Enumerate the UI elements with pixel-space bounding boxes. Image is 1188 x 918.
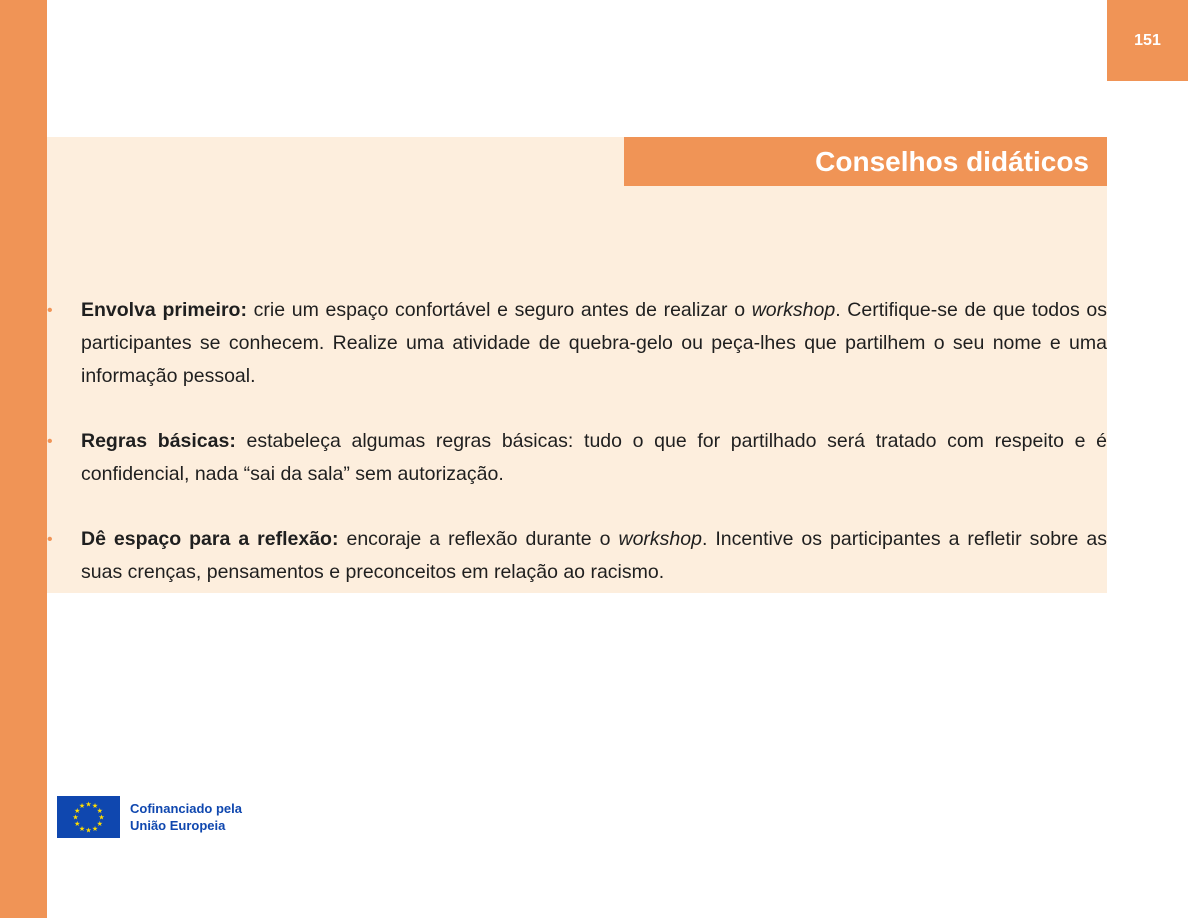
eu-star-icon: ★ (74, 821, 81, 828)
page-number: 151 (1134, 31, 1161, 49)
bullet-text: . Certifique-se de que todos os participantes se conhecem. Realize uma atividade de quebra-gelo ou peça-lhes que partilhem o seu nome e uma informação pessoal. (81, 299, 1108, 387)
eu-star-icon: ★ (78, 825, 86, 833)
bullet-marker: • (47, 302, 53, 319)
left-accent-bar (0, 0, 47, 918)
eu-line-1: Cofinanciado pela (130, 801, 242, 816)
section-title: Conselhos didáticos (815, 145, 1089, 177)
eu-star-icon: ★ (85, 827, 92, 835)
list-item (47, 523, 1107, 589)
bullet-emphasis: workshop (618, 528, 702, 550)
eu-star-icon: ★ (96, 808, 103, 815)
eu-cofunding-text (130, 800, 242, 834)
eu-star-icon: ★ (74, 808, 81, 815)
eu-cofunding-logo (57, 796, 257, 838)
eu-star-icon: ★ (85, 801, 92, 809)
bullet-text: encoraje a reflexão durante o (338, 528, 619, 550)
bullet-text: . Incentive os participantes a refletir sobre as suas crenças, pensamentos e preconceitos em relação ao racismo. (81, 528, 1107, 583)
eu-star-icon: ★ (91, 803, 99, 811)
eu-star-icon: ★ (91, 825, 99, 833)
bullet-heading: Dê espaço para a reflexão: (81, 528, 339, 550)
eu-flag-icon (57, 796, 120, 838)
bullet-text: crie um espaço confortável e seguro antes de realizar o (246, 299, 752, 321)
eu-star-icon: ★ (78, 803, 86, 811)
eu-star-icon: ★ (72, 814, 79, 822)
eu-star-icon: ★ (98, 814, 105, 822)
eu-star-icon: ★ (96, 821, 103, 828)
list-item (47, 294, 1107, 393)
bullet-marker: • (47, 531, 53, 548)
bullet-text: estabeleça algumas regras básicas: tudo o que for partilhado será tratado com respeito e é confidencial, nada “sai da sala” sem autorização. (81, 430, 1107, 485)
section-title-bar (624, 137, 1107, 186)
page-number-badge (1107, 0, 1188, 81)
list-item (47, 425, 1107, 491)
bullet-marker: • (47, 433, 53, 450)
bullet-heading: Regras básicas: (81, 430, 236, 452)
tips-list (47, 294, 1107, 621)
eu-line-2: União Europeia (130, 818, 226, 833)
bullet-emphasis: workshop (751, 299, 836, 321)
bullet-heading: Envolva primeiro: (81, 299, 247, 321)
